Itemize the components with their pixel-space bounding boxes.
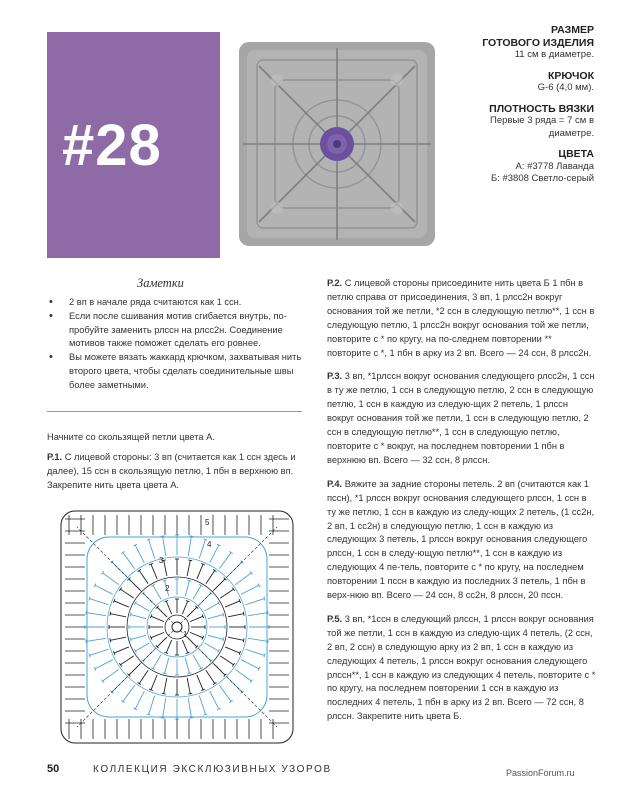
diagram-stitch <box>241 660 259 669</box>
diagram-stitch-top <box>86 639 87 643</box>
diagram-stitch <box>241 585 259 594</box>
diagram-stitch <box>164 560 167 576</box>
diagram-stitch <box>219 685 231 701</box>
diagram-stitch <box>220 656 233 665</box>
row-3-text: 3 вп, *1рлссн вокруг основания следующего рлсс2н, 1 ссн в ту же петлю, 1 ссн в следующую петлю, 2 ссн в следующую петлю, 1 ссн в каждую из следую-щих 2 петель, 1 рлссн вокруг основания той же петли, 1 ссн в следующую петлю, 2 ссн в следующую петлю**, 1 ссн в следующую петлю, повторите с * вокруг, на последнем повторении 1 пбн в верхнюю вп. Всего — 32 ссн, 8 рлссн. <box>327 371 595 465</box>
diagram-stitch-top <box>223 637 224 641</box>
diagram-stitch <box>219 553 231 569</box>
book-title: КОЛЛЕКЦИЯ ЭКСКЛЮЗИВНЫХ УЗОРОВ <box>93 764 332 775</box>
diagram-stitch <box>123 553 135 569</box>
instructions-column <box>327 277 597 734</box>
diagram-stitch <box>114 647 129 653</box>
diagram-stitch <box>193 655 201 669</box>
hook-heading: КРЮЧОК <box>547 69 594 82</box>
diagram-stitch <box>225 647 240 653</box>
diagram-stitch <box>197 675 203 690</box>
diagram-stitch <box>120 656 133 665</box>
diagram-stitch <box>90 649 109 655</box>
color-b: Б: #3808 Светло-серый <box>490 173 594 184</box>
diagram-stitch-top <box>130 637 131 641</box>
diagram-stitch-top <box>268 611 269 615</box>
row-3-instructions <box>327 370 597 467</box>
row-2-text: С лицевой стороны присоедините нить цвета Б 1 пбн в петлю справа от присоединения, 3 вп, 1 рлсс2н вокруг основания той же петли, *2 ссн в следующую петлю**, 1 ссн в следующую петлю, 1 рлсс2н вокруг основания той же петли, повторите с * по кругу, на по-следнем повторении ** повторите с *, 1 пбн в арку из 2 вп. Всего — 24 ссн, 8 рлсс2н. <box>327 278 595 358</box>
diagram-stitch <box>248 613 268 616</box>
size-value: 11 см в диаметре. <box>514 49 594 60</box>
diagram-stitch-top <box>268 639 269 643</box>
row-3-label: Р.3. <box>327 371 343 382</box>
diagram-stitch <box>135 643 149 651</box>
diagram-stitch <box>205 643 219 651</box>
diagram-stitch <box>151 564 157 579</box>
diagram-stitch <box>248 638 268 641</box>
diagram-stitch <box>123 685 135 701</box>
colors-heading: ЦВЕТА <box>558 148 594 160</box>
diagram-stitch <box>220 589 233 598</box>
diagram-stitch <box>245 649 264 655</box>
diagram-stitch <box>197 564 203 579</box>
diagram-stitch-top <box>204 714 208 715</box>
diagram-stitch <box>165 658 169 673</box>
diagram-stitch-top <box>130 613 131 617</box>
diagram-stitch-top <box>264 597 265 601</box>
note-item: • Вы можете вязать жаккард крючком, захватывая нить второго цвета, чтобы сделать соединительные швы более заметными. <box>47 351 309 392</box>
diagram-stitch <box>153 585 161 599</box>
diagram-stitch <box>187 678 190 694</box>
diagram-stitch-top <box>223 613 224 617</box>
notes-list <box>47 296 309 393</box>
row-5-label: Р.5. <box>327 613 343 624</box>
diagram-stitch <box>190 616 203 621</box>
note-item: • 2 вп в начале ряда считаются как 1 ссн. <box>47 296 309 310</box>
hook-value: G-6 (4,0 мм). <box>537 82 594 93</box>
diagram-stitch <box>135 545 144 563</box>
diagram-stitch <box>206 570 215 583</box>
diagram-stitch-top <box>161 718 165 719</box>
diagram-row-label: 4 <box>207 540 212 549</box>
row-4-label: Р.4. <box>327 478 343 489</box>
row-1-text: С лицевой стороны: 3 вп (считается как 1 ссн здесь и далее), 15 ссн в скользящую петлю, 1 пбн в верхнюю вп. Закрепите нить цвета цвета А. <box>47 452 296 490</box>
diagram-stitch <box>131 615 146 619</box>
diagram-stitch <box>164 678 167 694</box>
diagram-stitch <box>153 655 161 669</box>
diagram-stitch <box>120 589 133 598</box>
diagram-stitch <box>206 670 215 683</box>
diagram-stitch <box>135 691 144 709</box>
diagram-stitch-top <box>86 611 87 615</box>
diagram-stitch <box>190 632 203 637</box>
specs-panel <box>440 24 594 186</box>
diagram-spoke <box>77 627 177 727</box>
diagram-stitch-top <box>188 560 192 561</box>
diagram-stitch-top <box>189 718 193 719</box>
diagram-stitch-top <box>188 693 192 694</box>
intro-text: Начните со скользящей петли цвета А. <box>47 432 215 442</box>
size-heading: РАЗМЕР <box>551 24 594 36</box>
diagram-stitch <box>131 635 146 639</box>
diagram-stitch-top <box>163 580 167 581</box>
diagram-row-label: 1 <box>183 630 188 639</box>
diagram-stitch <box>205 603 219 611</box>
diagram-center-ring <box>172 622 182 632</box>
diagram-stitch <box>103 669 119 681</box>
size-heading-line2: ГОТОВОГО ИЗДЕЛИЯ <box>482 36 594 49</box>
note-item: • Если после сшивания мотив сгибается внутрь, по-пробуйте заменить рлссн на рлсс2н. Соединение мотивов также поможет сделать его ровнее. <box>47 310 309 351</box>
diagram-stitch <box>135 603 149 611</box>
diagram-stitch <box>166 601 171 614</box>
diagram-stitch <box>187 560 190 576</box>
row-5-text: 3 вп, *1ссн в следующий рлссн, 1 рлссн вокруг основания той же петли, 1 ссн в каждую из следую-щих 4 петель, (2 ссн, 2 вп, 2 ссн) в следующую арку из 2 вп, 1 ссн в каждую из следующих 4 петель, 1 рлссн вокруг основания следующего рлссн**, 1 ссн в каждую из следующих 4 петель, повторите с * по кругу, на последнем повторении 1 ссн в каждую из последних 4 петель, 1 пбн в арку из 2 вп. Всего — 72 ссн, 8 рлссн. Закрепите нить цвета Б. <box>327 613 596 722</box>
diagram-stitch <box>151 675 157 690</box>
diagram-stitch-top <box>189 536 193 537</box>
gauge-heading: ПЛОТНОСТЬ ВЯЗКИ <box>489 102 594 115</box>
watermark: PassionForum.ru <box>506 768 575 778</box>
row-2-instructions <box>327 277 597 360</box>
gauge-value-line1: Первые 3 ряда = 7 см в <box>490 115 594 126</box>
diagram-stitch <box>95 660 113 669</box>
diagram-stitch <box>199 540 205 559</box>
diagram-stitch-top <box>147 539 151 540</box>
diagram-stitch <box>163 698 166 718</box>
diagram-stitch <box>208 635 223 639</box>
diagram-stitch-top <box>89 597 90 601</box>
diagram-stitch <box>95 585 113 594</box>
row-1-instructions <box>47 451 309 492</box>
notes-divider <box>47 411 302 412</box>
gauge-value-line2: диаметре. <box>548 127 594 139</box>
diagram-stitch <box>235 669 251 681</box>
diagram-stitch-top <box>187 580 191 581</box>
color-a: А: #3778 Лаванда <box>515 160 594 172</box>
diagram-stitch <box>210 691 219 709</box>
row-4-instructions <box>327 478 597 603</box>
diagram-stitch <box>90 599 109 605</box>
diagram-stitch <box>185 658 189 673</box>
diagram-stitch <box>208 615 223 619</box>
diagram-stitch-top <box>110 612 111 616</box>
diagram-stitch <box>182 601 187 614</box>
diagram-row-label: 5 <box>205 518 210 527</box>
motif-photo <box>237 40 437 248</box>
notes-title: Заметки <box>137 276 184 290</box>
diagram-stitch-top <box>147 714 151 715</box>
diagram-stitch <box>114 601 129 607</box>
crochet-diagram <box>57 507 297 747</box>
diagram-stitch <box>235 573 251 585</box>
diagram-stitch <box>86 638 106 641</box>
diagram-stitch <box>188 698 191 718</box>
diagram-stitch <box>225 601 240 607</box>
diagram-stitch-top <box>89 654 90 658</box>
diagram-stitch <box>139 670 148 683</box>
diagram-stitch <box>151 632 164 637</box>
row-4-text: Вяжите за задние стороны петель. 2 вп (считаются как 1 пссн), *1 рлссн вокруг основания следующего рлссн, 1 ссн в ту же петлю, 1 ссн в каждую из следу-ющих 2 петель, (1 сс2н, 2 вп, 1 сс2н) в следующую петлю, 1 ссн в каждую из следующих 3 петель, 1 рлссн вокруг основания следующего рлссн, 1 ссн в следу-ющую петлю**, 1 ссн в каждую из следующих 4 пе-тель, повторите с * по кругу, на последнем повторении 1 пссн в каждую из последних 3 петель, 1 пбн в верх-нюю вп. Всего — 24 ссн, 8 сс2н, 8 рлссн, 20 пссн. <box>327 478 595 601</box>
diagram-stitch <box>245 599 264 605</box>
diagram-spoke <box>177 527 277 627</box>
diagram-row-label: 2 <box>165 584 170 593</box>
diagram-stitch <box>188 536 191 556</box>
diagram-stitch <box>228 637 244 640</box>
diagram-stitch <box>103 573 119 585</box>
diagram-stitch <box>149 540 155 559</box>
diagram-stitch-top <box>163 673 167 674</box>
diagram-stitch <box>86 613 106 616</box>
diagram-stitch-top <box>187 673 191 674</box>
diagram-row-label: 3 <box>159 556 164 565</box>
diagram-stitch <box>185 581 189 596</box>
diagram-stitch <box>110 637 126 640</box>
diagram-stitch <box>149 695 155 714</box>
diagram-stitch-top <box>243 638 244 642</box>
diagram-stitch <box>151 616 164 621</box>
row-5-instructions <box>327 613 597 724</box>
row-1-label: Р.1. <box>47 452 63 462</box>
diagram-stitch-top <box>110 638 111 642</box>
diagram-stitch-top <box>162 693 166 694</box>
diagram-stitch <box>110 614 126 617</box>
diagram-stitch-top <box>264 654 265 658</box>
page-number: 50 <box>47 763 60 775</box>
diagram-stitch <box>166 640 171 653</box>
diagram-spoke <box>177 627 277 727</box>
pattern-number: #28 <box>62 113 162 178</box>
diagram-stitch <box>199 695 205 714</box>
diagram-stitch-top <box>243 612 244 616</box>
row-2-label: Р.2. <box>327 278 343 288</box>
diagram-spoke <box>77 527 177 627</box>
diagram-stitch <box>139 570 148 583</box>
diagram-stitch-top <box>161 536 165 537</box>
diagram-stitch <box>228 614 244 617</box>
diagram-stitch <box>182 640 187 653</box>
diagram-stitch <box>193 585 201 599</box>
diagram-stitch <box>163 536 166 556</box>
